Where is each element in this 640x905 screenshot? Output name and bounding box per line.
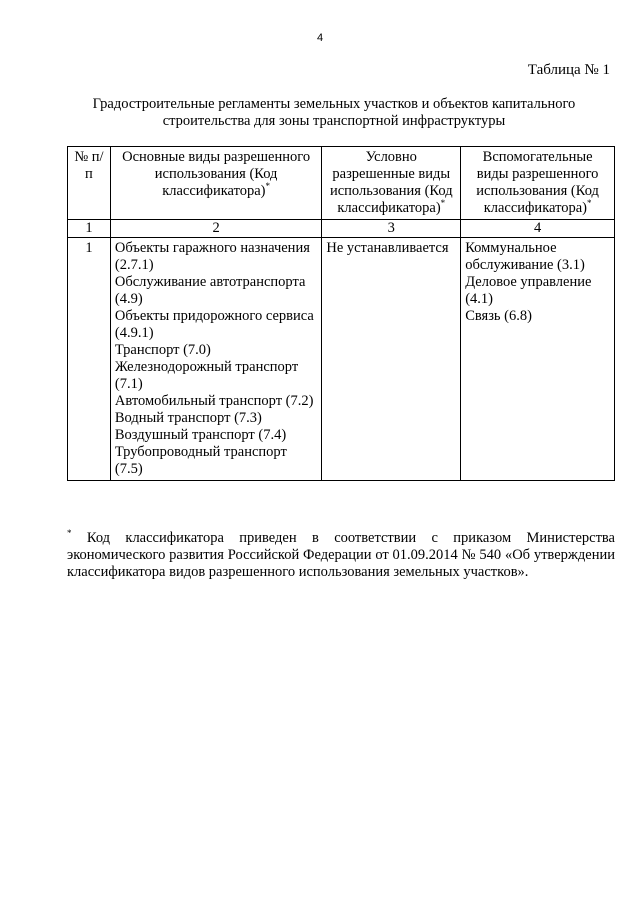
- header-main-label: Основные виды разрешенного использования (Код классификатора): [122, 149, 311, 199]
- auxiliary-use-item: Коммунальное обслуживание (3.1): [465, 240, 585, 273]
- main-use-item: Водный транспорт (7.3): [114, 410, 262, 426]
- main-use-item: Автомобильный транспорт (7.2): [114, 393, 314, 409]
- column-index: 4: [461, 220, 615, 238]
- footnote-mark: *: [265, 181, 271, 192]
- conditional-uses-cell: Не устанавливается: [322, 238, 461, 481]
- main-use-item: Транспорт (7.0): [114, 342, 211, 358]
- header-auxiliary-label: Вспомогательные виды разрешенного использования (Код классификатора): [476, 149, 599, 216]
- footnote-mark: *: [67, 528, 72, 539]
- main-use-item: Обслуживание автотранспорта (4.9): [114, 274, 306, 307]
- document-title: Градостроительные регламенты земельных участков и объектов капитального строительства для зоны транспортной инфраструктуры: [92, 96, 576, 129]
- header-num-label: № п/п: [74, 149, 104, 182]
- auxiliary-uses-cell: [461, 238, 615, 481]
- main-use-item: Воздушный транспорт (7.4): [114, 427, 287, 443]
- row-number: 1: [68, 238, 111, 481]
- header-num: [68, 147, 111, 220]
- column-index: 1: [68, 220, 111, 238]
- column-index: 3: [322, 220, 461, 238]
- header-conditional-uses: [322, 147, 461, 220]
- footnote-mark: *: [587, 198, 592, 209]
- footnote-mark: *: [440, 198, 446, 209]
- auxiliary-use-item: Деловое управление (4.1): [465, 274, 592, 307]
- main-use-item: Объекты придорожного сервиса (4.9.1): [114, 308, 314, 341]
- page-number: 4: [316, 32, 324, 44]
- main-use-item: Железнодорожный транспорт (7.1): [114, 359, 299, 392]
- header-conditional-label: Условно разрешенные виды использования (Код классификатора): [329, 149, 453, 216]
- main-use-item: Объекты гаражного назначения (2.7.1): [114, 240, 310, 273]
- column-index-row: [68, 220, 615, 238]
- column-index: 2: [110, 220, 321, 238]
- footnote: [67, 530, 615, 581]
- footnote-text: Код классификатора приведен в соответствии с приказом Министерства экономического развития Российской Федерации от 01.09.2014 № 540 «Об утверждении классификатора видов разрешенного использования земельных участков».: [67, 530, 615, 580]
- header-main-uses: [110, 147, 321, 220]
- regulations-table: [67, 146, 615, 481]
- main-use-item: Трубопроводный транспорт (7.5): [114, 444, 287, 477]
- auxiliary-use-item: Связь (6.8): [465, 308, 532, 324]
- table-row: [68, 238, 615, 481]
- header-auxiliary-uses: [461, 147, 615, 220]
- main-uses-cell: [110, 238, 321, 481]
- table-header-row: [68, 147, 615, 220]
- table-label: Таблица № 1: [527, 62, 610, 78]
